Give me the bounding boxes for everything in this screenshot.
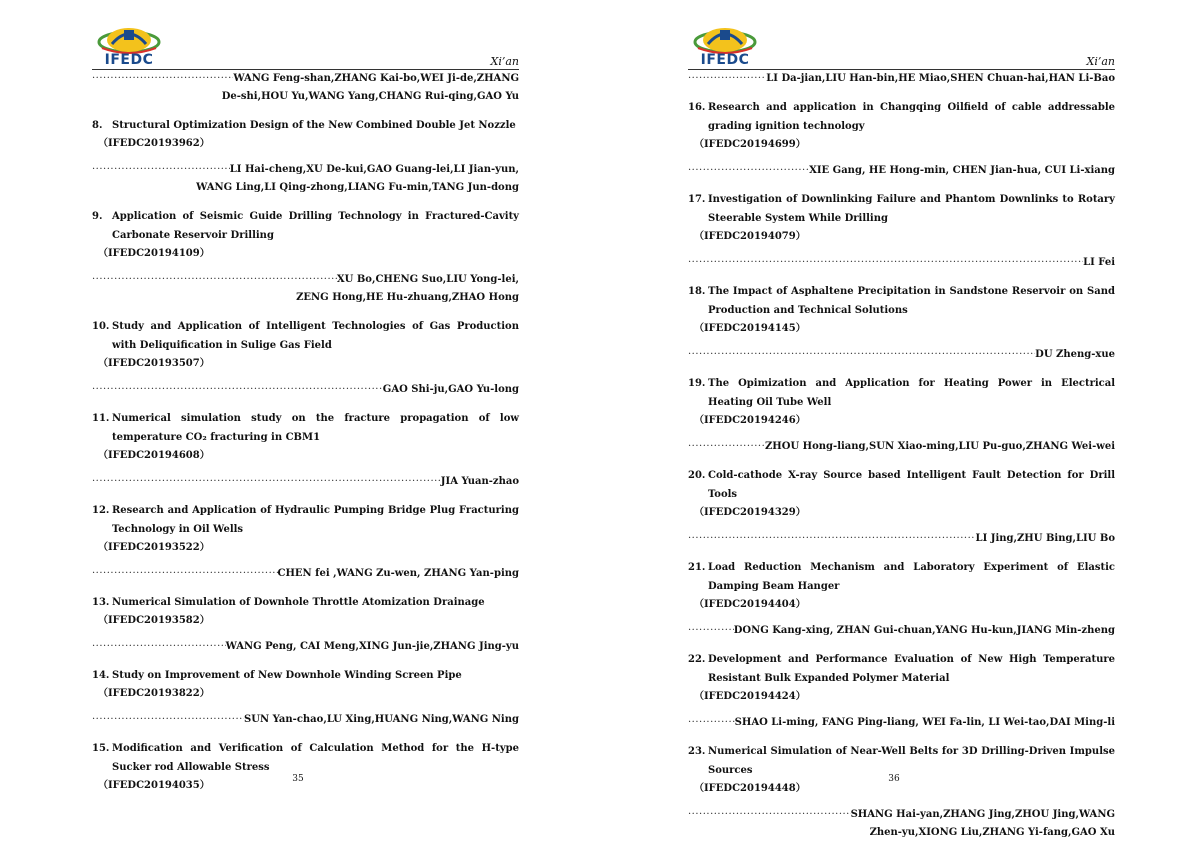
entry-number: 12. [92,505,110,516]
author-names: SHANG Hai-yan,ZHANG Jing,ZHOU Jing,WANG [850,809,1115,820]
author-names: DONG Kang-xing, ZHAN Gui-chuan,YANG Hu-kun,JIANG Min-zheng [733,625,1115,636]
right-page [596,0,1192,842]
list-item [688,190,1115,272]
entry-number: 20. [688,470,706,481]
author-block [92,161,519,197]
entry-code: （IFEDC20194404） [694,599,806,610]
entry-code: （IFEDC20194608） [98,450,210,461]
list-item [92,666,519,729]
list-item [688,650,1115,732]
entry-code: （IFEDC20194145） [694,323,806,334]
author-block [688,346,1115,364]
leader-dots [688,70,766,88]
author-names: De-shi,HOU Yu,WANG Yang,CHANG Rui-qing,GAO Yu [221,91,519,102]
leader-dots [92,638,226,656]
entry-code: （IFEDC20194246） [694,415,806,426]
entry-code: （IFEDC20194329） [694,507,806,518]
leader-dots [688,346,1035,364]
header-city: Xi’an [1086,55,1115,68]
author-names: LI Jing,ZHU Bing,LIU Bo [975,533,1115,544]
header-city: Xi’an [490,55,519,68]
list-item [92,317,519,399]
entry-title: Load Reduction Mechanism and Laboratory Experiment of Elastic Damping Beam Hanger [708,562,1115,592]
leader-dots [688,714,735,732]
author-block [92,711,519,729]
entry-list [92,70,519,795]
entry-number: 11. [92,413,110,424]
entry-code: （IFEDC20194424） [694,691,806,702]
author-block [688,530,1115,548]
entry-code: （IFEDC20194079） [694,231,806,242]
author-block [92,70,519,106]
author-block [688,70,1115,88]
entry-title: Numerical simulation study on the fracture propagation of low temperature CO₂ fracturing in CBM1 [112,413,519,443]
entry-number: 8. [92,120,103,131]
entry-code: （IFEDC20193507） [98,358,210,369]
entry-title: Research and application in Changqing Oilfield of cable addressable grading ignition technology [708,102,1115,132]
list-item [688,98,1115,180]
entry-number: 19. [688,378,706,389]
entry-number: 21. [688,562,706,573]
entry-title: Investigation of Downlinking Failure and Phantom Downlinks to Rotary Steerable System While Drilling [708,194,1115,224]
entry-code: （IFEDC20193522） [98,542,210,553]
entry-title: Modification and Verification of Calculation Method for the H-type Sucker rod Allowable Stress [112,743,519,773]
entry-code: （IFEDC20194109） [98,248,210,259]
author-names: WANG Peng, CAI Meng,XING Jun-jie,ZHANG Jing-yu [225,641,519,652]
author-block [92,565,519,583]
author-names: ZENG Hong,HE Hu-zhuang,ZHAO Hong [296,292,519,303]
author-block [92,381,519,399]
list-item [92,739,519,795]
leader-dots [688,162,809,180]
entry-number: 18. [688,286,706,297]
entry-code: （IFEDC20194699） [694,139,806,150]
author-block [92,638,519,656]
author-names: LI Hai-cheng,XU De-kui,GAO Guang-lei,LI Jian-yun, [229,164,519,175]
list-item [92,116,519,197]
leader-dots [92,381,383,399]
entry-title: The Impact of Asphaltene Precipitation in Sandstone Reservoir on Sand Production and Technical Solutions [708,286,1115,316]
author-block [688,806,1115,842]
list-item [688,282,1115,364]
entry-code: （IFEDC20193582） [98,615,210,626]
entry-title: Application of Seismic Guide Drilling Technology in Fractured-Cavity Carbonate Reservoir Drilling [112,211,519,241]
entry-number: 14. [92,670,110,681]
author-block [688,438,1115,456]
entry-number: 16. [688,102,706,113]
leader-dots [688,622,734,640]
logo-graphic-icon [94,20,164,56]
leader-dots [92,161,230,179]
author-block [92,271,519,307]
page-number: 36 [888,774,900,784]
list-item [92,409,519,491]
entry-number: 17. [688,194,706,205]
leader-dots [688,438,765,456]
list-item [688,558,1115,640]
entry-number: 22. [688,654,706,665]
author-names: LI Fei [1083,257,1115,268]
entry-number: 9. [92,211,103,222]
entry-number: 23. [688,746,706,757]
leader-dots [688,254,1083,272]
author-block [688,714,1115,732]
entry-title: Study and Application of Intelligent Technologies of Gas Production with Deliquification in Sulige Gas Field [112,321,519,351]
author-names: SHAO Li-ming, FANG Ping-liang, WEI Fa-lin, LI Wei-tao,DAI Ming-li [734,717,1115,728]
entry-code: （IFEDC20193962） [98,138,210,149]
author-block [688,162,1115,180]
author-block [688,254,1115,272]
author-names: WANG Feng-shan,ZHANG Kai-bo,WEI Ji-de,ZHANG [233,73,519,84]
author-block [92,473,519,491]
ifedc-logo [690,20,760,70]
author-names: LI Da-jian,LIU Han-bin,HE Miao,SHEN Chuan-hai,HAN Li-Bao [766,73,1115,84]
list-item [688,374,1115,456]
entry-title: Numerical Simulation of Downhole Throttle Atomization Drainage [112,597,485,608]
ifedc-logo [94,20,164,70]
entry-list [688,70,1115,842]
logo-text: IFEDC [700,52,750,68]
list-item [688,742,1115,842]
author-names: CHEN fei ,WANG Zu-wen, ZHANG Yan-ping [277,568,519,579]
author-names: SUN Yan-chao,LU Xing,HUANG Ning,WANG Ning [244,714,519,725]
author-names: GAO Shi-ju,GAO Yu-long [382,384,519,395]
list-item [92,501,519,583]
entry-code: （IFEDC20194035） [98,780,210,791]
list-item [688,466,1115,548]
author-names: ZHOU Hong-liang,SUN Xiao-ming,LIU Pu-guo,ZHANG Wei-wei [765,441,1115,452]
author-names: WANG Ling,LI Qing-zhong,LIANG Fu-min,TANG Jun-dong [196,182,519,193]
leader-dots [92,271,337,289]
leader-dots [92,473,441,491]
author-names: Zhen-yu,XIONG Liu,ZHANG Yi-fang,GAO Xu [869,827,1115,838]
author-names: DU Zheng-xue [1035,349,1115,360]
author-block [688,622,1115,640]
page-number: 35 [292,774,304,784]
leader-dots [688,806,851,824]
leader-dots [92,565,278,583]
entry-code: （IFEDC20194448） [694,783,806,794]
entry-title: Numerical Simulation of Near-Well Belts for 3D Drilling-Driven Impulse Sources [708,746,1115,776]
entry-title: Study on Improvement of New Downhole Winding Screen Pipe [112,670,462,681]
entry-title: Structural Optimization Design of the New Combined Double Jet Nozzle [112,120,516,131]
logo-text: IFEDC [104,52,154,68]
leader-dots [92,70,233,88]
entry-code: （IFEDC20193822） [98,688,210,699]
list-item [92,207,519,307]
entry-number: 10. [92,321,110,332]
entry-title: Development and Performance Evaluation of New High Temperature Resistant Bulk Expanded Polymer Material [708,654,1115,684]
author-names: XU Bo,CHENG Suo,LIU Yong-lei, [336,274,519,285]
logo-graphic-icon [690,20,760,56]
leader-dots [92,711,244,729]
author-names: XIE Gang, HE Hong-min, CHEN Jian-hua, CUI Li-xiang [809,165,1115,176]
author-names: JIA Yuan-zhao [440,476,519,487]
entry-title: Research and Application of Hydraulic Pumping Bridge Plug Fracturing Technology in Oil Wells [112,505,519,535]
entry-title: Cold-cathode X-ray Source based Intelligent Fault Detection for Drill Tools [708,470,1115,500]
entry-number: 15. [92,743,110,754]
list-item [92,593,519,656]
leader-dots [688,530,976,548]
entry-title: The Opimization and Application for Heating Power in Electrical Heating Oil Tube Well [708,378,1115,408]
entry-number: 13. [92,597,110,608]
